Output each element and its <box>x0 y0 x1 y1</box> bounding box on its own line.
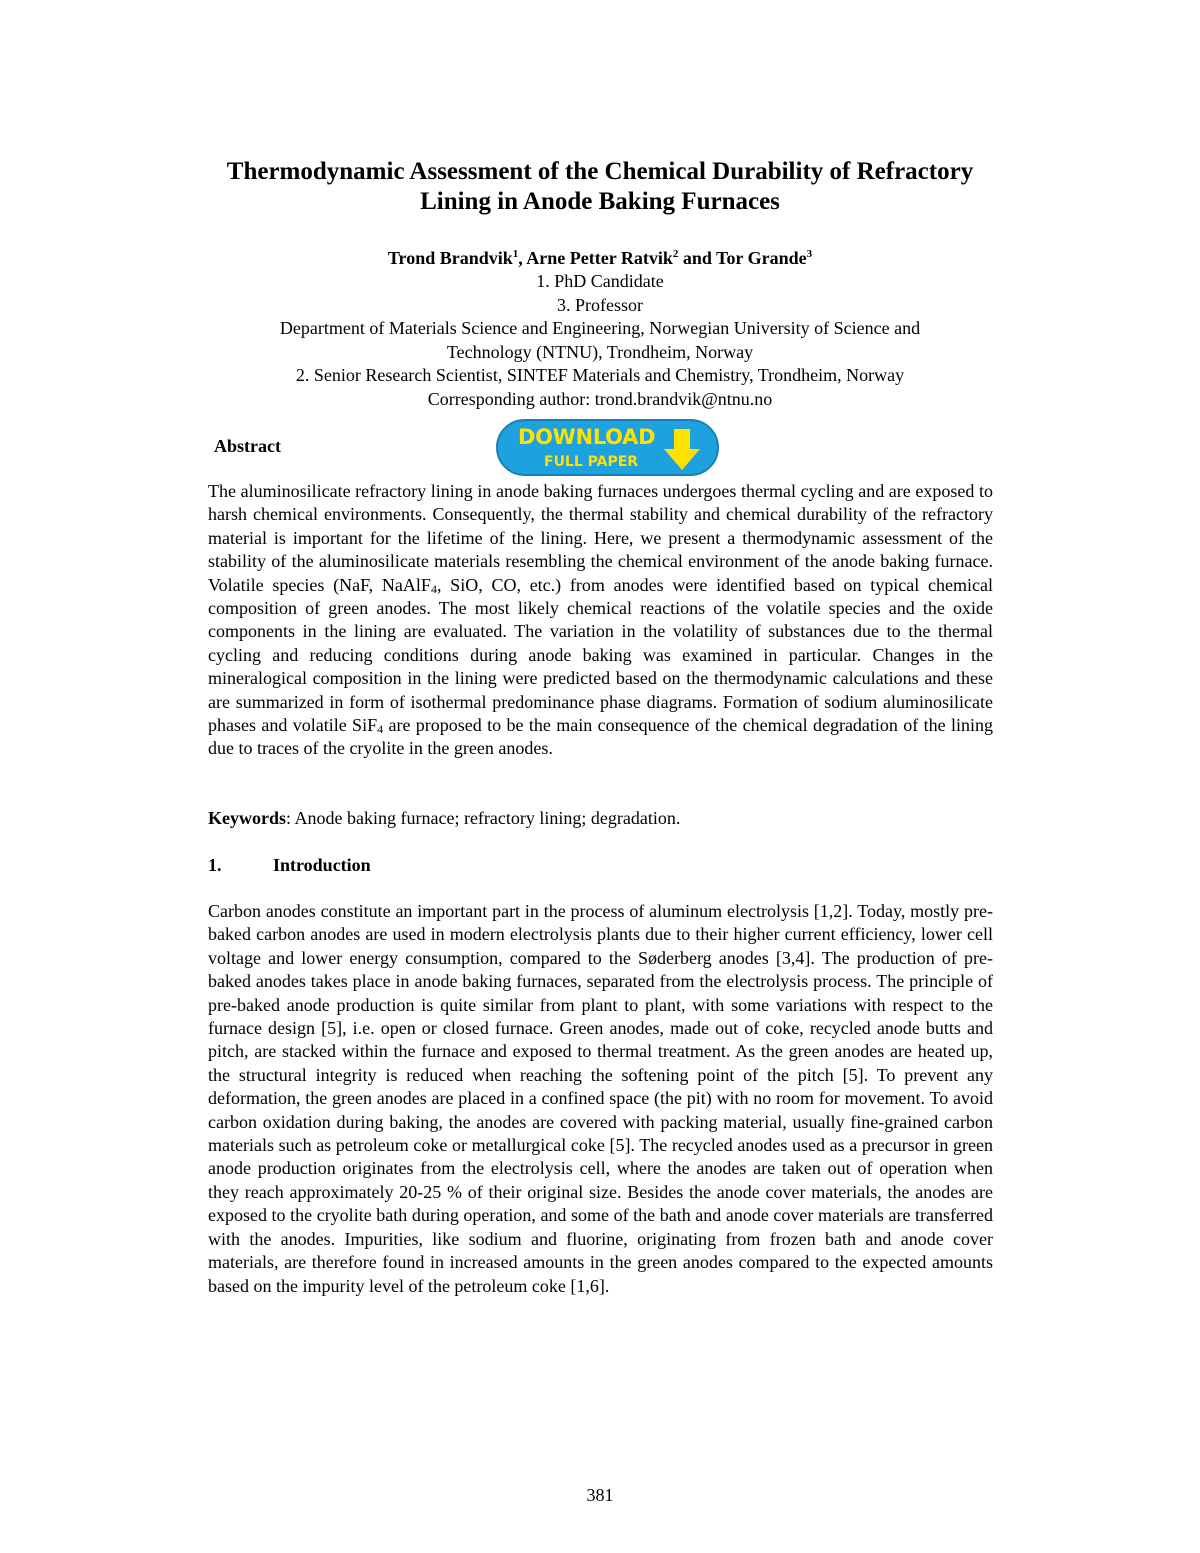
introduction-text: Carbon anodes constitute an important part in the process of aluminum electrolysis [1,2]. Today, mostly pre-baked carbon anodes are used in modern electrolysis plants due to their higher current efficiency, lower cell voltage and lower energy consumption, compared to the Søderberg anodes [3,4]. The production of pre-baked anodes takes place in anode baking furnaces, separated from the electrolysis process. The principle of pre-baked anode production is quite similar from plant to plant, with some variations with respect to the furnace design [5], i.e. open or closed furnace. Green anodes, made out of coke, recycled anode butts and pitch, are stacked within the furnace and exposed to thermal treatment. As the green anodes are heated up, the structural integrity is reduced when reaching the softening point of the pitch [5]. To prevent any deformation, the green anodes are placed in a confined space (the pit) with no room for movement. To avoid carbon oxidation during baking, the anodes are covered with packing material, usually fine-grained carbon materials such as petroleum coke or metallurgical coke [5]. The recycled anodes used as a precursor in green anode production originates from the electrolysis cell, where the anodes are taken out of operation when they reach approximately 20-25 % of their original size. Besides the anode cover materials, the anodes are exposed to the cryolite bath during operation, and some of the bath and anode cover materials are transferred with the anodes. Impurities, like sodium and fluorine, originating from frozen bath and anode cover materials, are therefore found in increased amounts in the green anodes compared to the expected amounts based on the impurity level of the petroleum coke [1,6]. <box>208 901 993 1296</box>
paper-title <box>150 157 1050 217</box>
author-3-affiliation: 3 <box>806 248 813 260</box>
full-paper-label: FULL PAPER <box>544 454 639 470</box>
author-1: Trond Brandvik <box>387 248 513 268</box>
download-label: DOWNLOAD <box>518 425 656 449</box>
page-number: 381 <box>586 1485 614 1505</box>
abstract-text-part: are proposed to be the main consequence of the chemical degradation of the lining due to traces of the cryolite in the green anodes. <box>208 715 994 759</box>
affiliation-line: Department of Materials Science and Engineering, Norwegian University of Science and <box>279 318 921 339</box>
abstract-text-part: The aluminosilicate refractory lining in anode baking furnaces undergoes thermal cycling and are exposed to harsh chemical environments. Consequently, the thermal stability and chemical durability of the refractory material is important for the lifetime of the lining. Here, we present a thermodynamic assessment of the stability of the aluminosilicate materials resembling the chemical environment of the anode baking furnace. Volatile species (NaF, NaAlF <box>208 481 993 595</box>
author-2-affiliation: 2 <box>672 248 679 260</box>
keywords-text: : Anode baking furnace; refractory lining; degradation. <box>286 808 681 828</box>
author-separator: and <box>678 248 717 268</box>
section-number: 1. <box>208 855 222 875</box>
affiliation-line: Technology (NTNU), Trondheim, Norway <box>446 341 754 362</box>
keywords <box>208 806 680 830</box>
download-full-paper-button[interactable] <box>496 419 719 476</box>
author-2: Arne Petter Ratvik <box>526 248 673 268</box>
section-title: Introduction <box>273 855 371 875</box>
affiliation-line: 1. PhD Candidate <box>536 271 664 291</box>
title-line-1: Thermodynamic Assessment of the Chemical Durability of Refractory <box>226 158 974 185</box>
abstract-heading: Abstract <box>214 436 281 456</box>
author-1-affiliation: 1 <box>512 248 519 260</box>
section-heading-introduction <box>208 853 371 877</box>
keywords-label: Keywords <box>208 808 286 828</box>
corresponding-author: Corresponding author: trond.brandvik@ntnu.no <box>427 388 773 409</box>
subscript: 4 <box>377 722 384 737</box>
affiliation-line: 2. Senior Research Scientist, SINTEF Materials and Chemistry, Trondheim, Norway <box>295 365 905 386</box>
affiliations <box>150 270 1050 412</box>
author-list <box>150 246 1050 270</box>
abstract-text <box>208 480 993 761</box>
author-3: Tor Grande <box>716 248 807 268</box>
abstract-text-part: , SiO, CO, etc.) from anodes were identified based on typical chemical composition of green anodes. The most likely chemical reactions of the volatile species and the oxide components in the lining are evaluated. The variation in the volatility of substances due to the thermal cycling and reducing conditions during anode baking was examined in particular. Changes in the mineralogical composition in the lining were predicted based on the thermodynamic calculations and these are summarized in form of isothermal predominance phase diagrams. Formation of sodium aluminosilicate phases and volatile SiF <box>208 574 993 736</box>
affiliation-line: 3. Professor <box>557 294 643 315</box>
down-arrow-icon <box>663 429 701 471</box>
subscript: 4 <box>430 581 437 596</box>
title-line-2: Lining in Anode Baking Furnaces <box>420 188 780 215</box>
author-separator: , <box>518 248 527 268</box>
